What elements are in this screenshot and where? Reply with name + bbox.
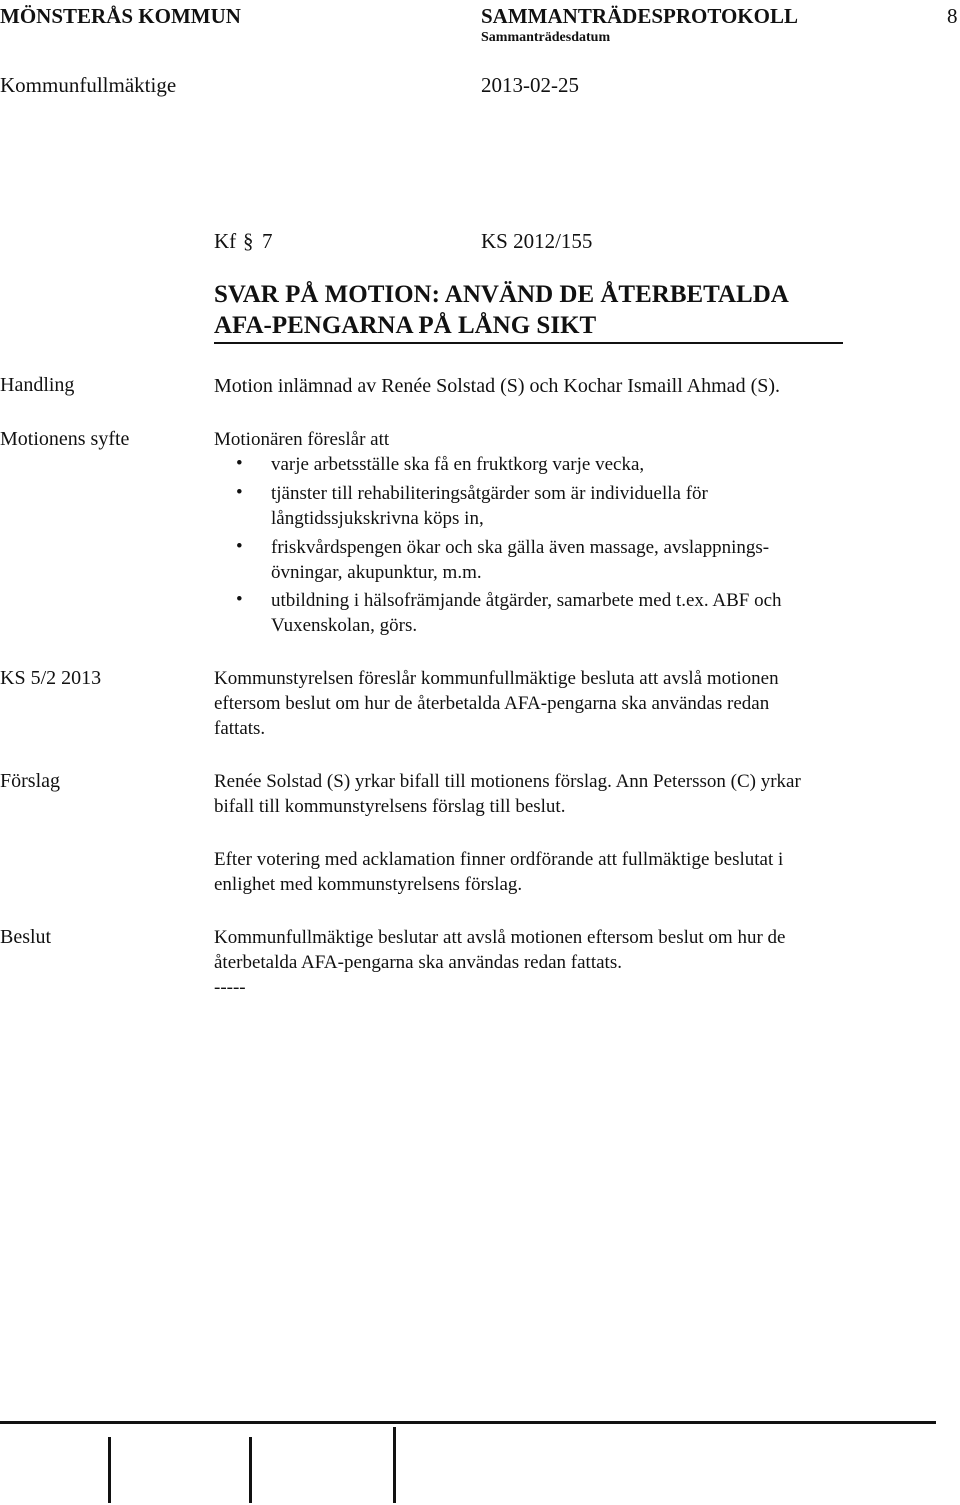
proposal-line-1: Renée Solstad (S) yrkar bifall till motionens förslag. Ann Petersson (C) yrkar (214, 771, 801, 792)
page-number: 8 (947, 4, 958, 28)
label-proposal: Förslag (0, 770, 60, 792)
header-body-name: Kommunfullmäktige (0, 73, 177, 97)
page-title-line-2: AFA-PENGARNA PÅ LÅNG SIKT (214, 312, 597, 339)
voting-line-2: enlighet med kommunstyrelsens förslag. (214, 874, 523, 895)
decision-line-1: Kommunfullmäktige beslutar att avslå motionen eftersom beslut om hur de (214, 927, 786, 948)
ks-line-2: eftersom beslut om hur de återbetalda AFA-pengarna ska användas redan (214, 693, 770, 714)
purpose-bullet-2-line-1: tjänster till rehabiliteringsåtgärder som är individuella för (271, 483, 708, 504)
label-ks: KS 5/2 2013 (0, 667, 102, 689)
purpose-bullet-1-line-1: varje arbetsställe ska få en fruktkorg varje vecka, (271, 454, 645, 475)
label-purpose: Motionens syfte (0, 428, 130, 450)
signature-divider (249, 1437, 252, 1503)
label-decision: Beslut (0, 926, 52, 948)
purpose-bullet-3-line-2: övningar, akupunktur, m.m. (271, 562, 482, 583)
bullet-icon: • (236, 536, 243, 557)
voting-line-1: Efter votering med acklamation finner ordförande att fullmäktige beslutat i (214, 849, 784, 870)
purpose-intro: Motionären föreslår att (214, 429, 390, 450)
purpose-bullet-3-line-1: friskvårdspengen ökar och ska gälla även massage, avslappnings- (271, 537, 770, 558)
decision-line-2: återbetalda AFA-pengarna ska användas redan fattats. (214, 952, 622, 973)
title-underline (214, 342, 843, 344)
bullet-icon: • (236, 482, 243, 503)
decision-end-mark: ----- (214, 977, 246, 998)
signature-divider (393, 1427, 396, 1503)
proposal-line-2: bifall till kommunstyrelsens förslag till beslut. (214, 796, 566, 817)
header-organization: MÖNSTERÅS KOMMUN (0, 4, 241, 28)
bullet-icon: • (236, 589, 243, 610)
footer-rule (0, 1421, 936, 1424)
signature-divider (108, 1437, 111, 1503)
ks-line-1: Kommunstyrelsen föreslår kommunfullmäktige besluta att avslå motionen (214, 668, 779, 689)
purpose-bullet-2-line-2: långtidssjukskrivna köps in, (271, 508, 484, 529)
label-handling: Handling (0, 374, 75, 396)
paragraph-prefix: Kf (214, 229, 237, 253)
section-sign: § (243, 229, 254, 253)
purpose-bullet-4-line-2: Vuxenskolan, görs. (271, 615, 418, 636)
header-meeting-date: 2013-02-25 (481, 73, 579, 97)
page-title-line-1: SVAR PÅ MOTION: ANVÄND DE ÅTERBETALDA (214, 281, 789, 308)
header-document-type: SAMMANTRÄDESPROTOKOLL (481, 4, 798, 28)
case-number: KS 2012/155 (481, 229, 593, 253)
header-date-label: Sammanträdesdatum (481, 30, 611, 45)
ks-line-3: fattats. (214, 718, 266, 739)
purpose-bullet-4-line-1: utbildning i hälsofrämjande åtgärder, samarbete med t.ex. ABF och (271, 590, 782, 611)
bullet-icon: • (236, 453, 243, 474)
paragraph-number: 7 (262, 229, 273, 253)
handling-text: Motion inlämnad av Renée Solstad (S) och Kochar Ismaill Ahmad (S). (214, 375, 781, 397)
